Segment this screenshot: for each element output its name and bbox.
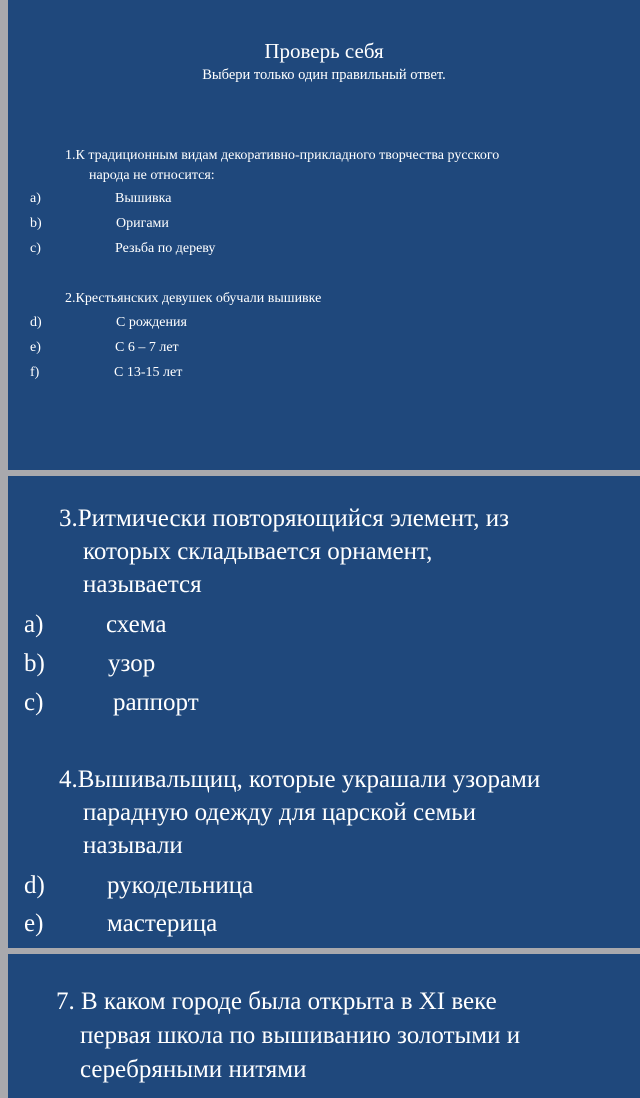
option-text: С рождения <box>116 315 187 330</box>
question-4-line-3: называли <box>83 832 183 859</box>
option-letter: b) <box>24 650 45 677</box>
question-2 <box>65 289 321 309</box>
question-1-option-b[interactable] <box>30 214 330 234</box>
option-letter: b) <box>30 216 42 231</box>
option-text: рукодельница <box>107 872 254 899</box>
question-7 <box>56 985 520 1087</box>
option-text: Вышивка <box>115 191 172 206</box>
question-2-option-d[interactable] <box>30 313 330 333</box>
option-letter: c) <box>24 689 44 716</box>
question-3 <box>59 502 509 601</box>
slide-title: Проверь себя <box>264 39 384 63</box>
question-3-line-3: называется <box>83 571 202 598</box>
option-letter: c) <box>30 241 41 256</box>
question-4-option-e[interactable] <box>24 907 344 940</box>
slide-2 <box>8 476 640 948</box>
option-text: узор <box>108 650 156 677</box>
question-2-option-e[interactable] <box>30 338 330 358</box>
option-text: С 6 – 7 лет <box>115 340 179 355</box>
slide-1 <box>8 0 640 470</box>
question-4-line-1: 4.Вышивальщиц, которые украшали узорами <box>59 766 541 793</box>
option-letter: a) <box>30 191 41 206</box>
question-1-line-1: 1.К традиционным видам декоративно-прикладного творчества русского <box>65 148 500 163</box>
option-text: раппорт <box>113 689 199 716</box>
option-letter: f) <box>30 365 40 380</box>
question-3-option-a[interactable] <box>24 608 324 641</box>
option-text: Оригами <box>116 216 169 231</box>
question-2-option-f[interactable] <box>30 363 330 383</box>
option-text: С 13-15 лет <box>114 365 183 380</box>
question-3-option-c[interactable] <box>24 686 324 719</box>
question-7-line-2: первая школа по вышиванию золотыми и <box>80 1022 521 1049</box>
question-7-line-1: 7. В каком городе была открыта в XI веке <box>56 988 497 1015</box>
option-letter: a) <box>24 611 44 638</box>
option-letter: d) <box>24 872 45 899</box>
question-4-line-2: парадную одежду для царской семьи <box>83 799 477 826</box>
question-3-option-b[interactable] <box>24 647 324 680</box>
question-2-line-1: 2.Крестьянских девушек обучали вышивке <box>65 291 322 306</box>
option-text: схема <box>106 611 167 638</box>
option-letter: e) <box>30 340 41 355</box>
option-text: Резьба по дереву <box>115 241 216 256</box>
question-1-option-a[interactable] <box>30 189 330 209</box>
slide-subtitle: Выбери только один правильный ответ. <box>202 67 446 83</box>
slide-3 <box>8 954 640 1098</box>
question-3-line-1: 3.Ритмически повторяющийся элемент, из <box>59 505 509 532</box>
option-letter: e) <box>24 910 44 937</box>
question-3-line-2: которых складывается орнамент, <box>83 538 433 565</box>
question-1-option-c[interactable] <box>30 239 330 259</box>
question-1-line-2: народа не относится: <box>89 168 215 183</box>
question-7-line-3: серебряными нитями <box>80 1056 307 1083</box>
question-4 <box>59 763 540 862</box>
question-1 <box>65 146 499 186</box>
option-text: мастерица <box>107 910 218 937</box>
option-letter: d) <box>30 315 42 330</box>
question-4-option-d[interactable] <box>24 869 344 902</box>
